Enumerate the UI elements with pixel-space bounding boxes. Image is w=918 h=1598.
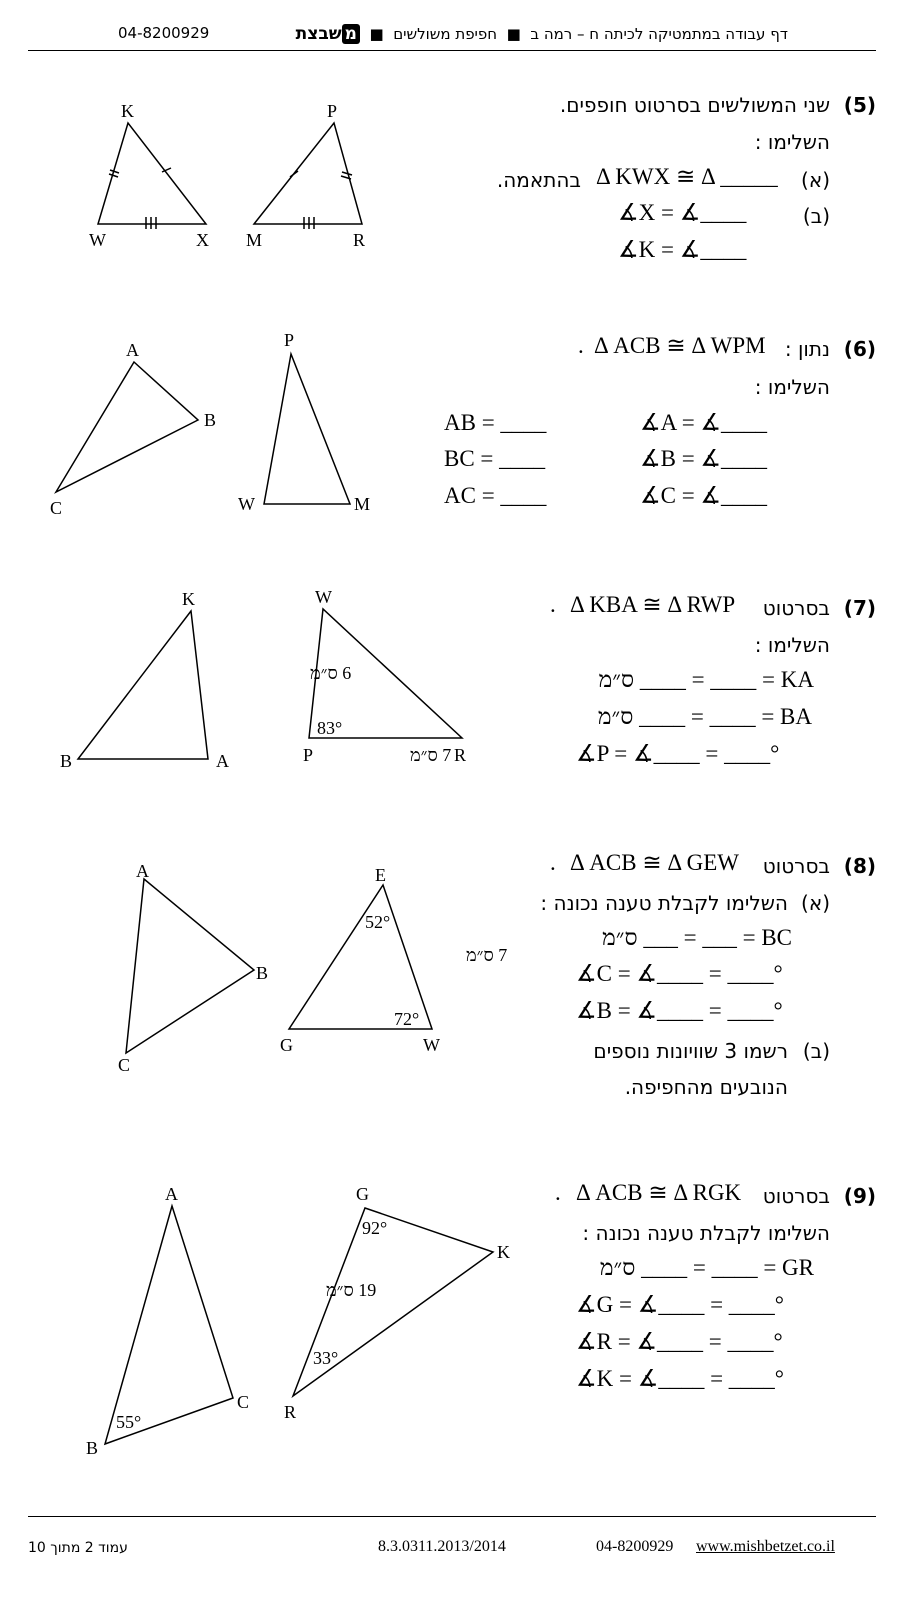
congruence-equation: Δ KWX ≅ Δ _____ xyxy=(596,164,778,189)
vertex-label: C xyxy=(118,1055,131,1075)
part-text: הנובעים מהחפיפה. xyxy=(624,1075,788,1099)
triangle-egw xyxy=(289,885,432,1029)
answer-line: ∡A = ∡____ xyxy=(640,410,768,435)
vertex-label: K xyxy=(497,1242,510,1262)
question-number: (5) xyxy=(843,93,876,117)
vertex-label: R xyxy=(353,230,366,250)
triangle-kba xyxy=(78,611,208,759)
vertex-label: W xyxy=(315,587,332,607)
instruction: השלימו : xyxy=(754,130,830,154)
angle-label: 72° xyxy=(394,1009,420,1029)
q8-figure xyxy=(110,855,508,1075)
vertex-label: B xyxy=(204,410,217,430)
prompt-label: בסרטוט xyxy=(762,1184,830,1208)
vertex-label: M xyxy=(354,494,371,514)
header-phone: 04-8200929 xyxy=(118,24,210,42)
vertex-label: R xyxy=(284,1402,297,1422)
congruence-equation: Δ ACB ≅ Δ RGK xyxy=(576,1180,742,1205)
instruction: השלימו : xyxy=(754,633,830,657)
part-suffix: בהתאמה. xyxy=(496,168,581,192)
answer-line: ∡X = ∡____ xyxy=(618,200,747,225)
side-length-label: 7 ס״מ xyxy=(410,745,452,765)
vertex-label: C xyxy=(237,1392,250,1412)
question-number: (6) xyxy=(843,337,876,361)
document-code: 8.3.0311.2013/2014 xyxy=(378,1538,506,1555)
angle-label: 92° xyxy=(362,1218,388,1238)
vertex-label: A xyxy=(136,861,149,881)
angle-label: 52° xyxy=(365,912,391,932)
vertex-label: P xyxy=(284,330,295,350)
question-number: (9) xyxy=(843,1184,876,1208)
page-header xyxy=(296,24,788,44)
prompt-label: בסרטוט xyxy=(762,854,830,878)
prompt-label: נתון : xyxy=(784,337,830,361)
answer-line: ∡R = ∡____ = ____° xyxy=(576,1329,783,1354)
answer-line: BC = ____ xyxy=(444,446,546,471)
congruence-equation: Δ ACB ≅ Δ GEW xyxy=(570,850,739,875)
separator-square-icon: ■ xyxy=(501,25,526,43)
part-text: רשמו 3 שוויונות נוספים xyxy=(593,1039,788,1063)
triangle-acb xyxy=(126,879,254,1053)
part-label: (א) xyxy=(801,168,830,192)
vertex-label: A xyxy=(216,751,229,771)
vertex-label: B xyxy=(60,751,73,771)
period: . xyxy=(550,592,556,617)
answer-line: ∡G = ∡____ = ____° xyxy=(576,1292,784,1317)
answer-line: AB = ____ xyxy=(444,410,547,435)
congruence-equation: Δ ACB ≅ Δ WPM xyxy=(594,333,766,358)
q9-figure xyxy=(70,1180,520,1470)
side-length-label: 6 ס״מ xyxy=(310,663,352,683)
vertex-label: B xyxy=(86,1438,99,1458)
answer-line: AC = ____ xyxy=(444,483,547,508)
triangle-kwx xyxy=(98,123,206,224)
worksheet-topic: חפיפת משולשים xyxy=(393,25,498,43)
angle-label: 83° xyxy=(317,718,343,738)
triangle-acb xyxy=(56,362,198,492)
answer-line: ∡K = ∡____ xyxy=(618,237,747,262)
part-label: (א) xyxy=(801,891,830,915)
period: . xyxy=(555,1180,561,1205)
congruence-equation: Δ KBA ≅ Δ RWP xyxy=(570,592,736,617)
separator-square-icon: ■ xyxy=(364,25,389,43)
answer-line: ∡K = ∡____ = ____° xyxy=(576,1366,784,1391)
vertex-label: M xyxy=(246,230,263,250)
q7-figure xyxy=(50,585,470,775)
vertex-label: X xyxy=(196,230,209,250)
footer-divider xyxy=(28,1516,876,1517)
website-link[interactable]: www.mishbetzet.co.il xyxy=(696,1538,835,1555)
triangle-wpm xyxy=(264,354,350,504)
vertex-label: C xyxy=(50,498,63,518)
prompt-label: בסרטוט xyxy=(762,596,830,620)
question-prompt: שני המשולשים בסרטוט חופפים. xyxy=(559,93,830,117)
q5-figure xyxy=(80,95,460,255)
period: . xyxy=(550,850,556,875)
vertex-label: P xyxy=(327,101,338,121)
vertex-label: P xyxy=(303,745,314,765)
instruction: השלימו : xyxy=(754,375,830,399)
vertex-label: A xyxy=(165,1184,178,1204)
part-label: (ב) xyxy=(802,204,830,228)
header-divider xyxy=(28,50,876,51)
side-length-label: 19 ס״מ xyxy=(326,1280,377,1300)
angle-label: 55° xyxy=(116,1412,142,1432)
triangle-acb xyxy=(105,1206,233,1444)
vertex-label: A xyxy=(126,340,139,360)
vertex-label: R xyxy=(454,745,467,765)
period: . xyxy=(578,333,584,358)
answer-line: BA = ____ = ____ ס״מ xyxy=(597,704,812,729)
vertex-label: W xyxy=(423,1035,440,1055)
vertex-label: K xyxy=(121,101,134,121)
instruction: השלימו לקבלת טענה נכונה : xyxy=(582,1221,830,1245)
vertex-label: G xyxy=(356,1184,369,1204)
answer-line: ∡B = ∡____ = ____° xyxy=(576,998,783,1023)
vertex-label: G xyxy=(280,1035,293,1055)
logo: משבצת xyxy=(296,24,360,44)
question-number: (8) xyxy=(843,854,876,878)
vertex-label: K xyxy=(182,589,195,609)
page-number: עמוד 2 מתוך 10 xyxy=(28,1540,128,1556)
side-length-label: 7 ס״מ xyxy=(466,945,508,965)
vertex-label: W xyxy=(89,230,106,250)
answer-line: ∡C = ∡____ xyxy=(640,483,768,508)
question-number: (7) xyxy=(843,596,876,620)
angle-label: 33° xyxy=(313,1348,339,1368)
answer-line: GR = ____ = ____ ס״מ xyxy=(599,1255,814,1280)
answer-line: ∡P = ∡____ = ____° xyxy=(576,741,780,766)
part-label: (ב) xyxy=(802,1039,830,1063)
worksheet-title: דף עבודה במתמטיקה לכיתה ח – רמה ב xyxy=(530,25,788,43)
footer-phone: 04-8200929 xyxy=(596,1538,674,1555)
vertex-label: B xyxy=(256,963,269,983)
answer-line: ∡B = ∡____ xyxy=(640,446,768,471)
vertex-label: E xyxy=(375,865,386,885)
vertex-label: W xyxy=(238,494,255,514)
answer-line: ∡C = ∡____ = ____° xyxy=(576,961,783,986)
part-text: השלימו לקבלת טענה נכונה : xyxy=(540,891,788,915)
answer-line: BC = ___ = ___ ס״מ xyxy=(602,925,792,950)
answer-line: KA = ____ = ____ ס״מ xyxy=(598,667,814,692)
q6-figure xyxy=(40,328,400,518)
